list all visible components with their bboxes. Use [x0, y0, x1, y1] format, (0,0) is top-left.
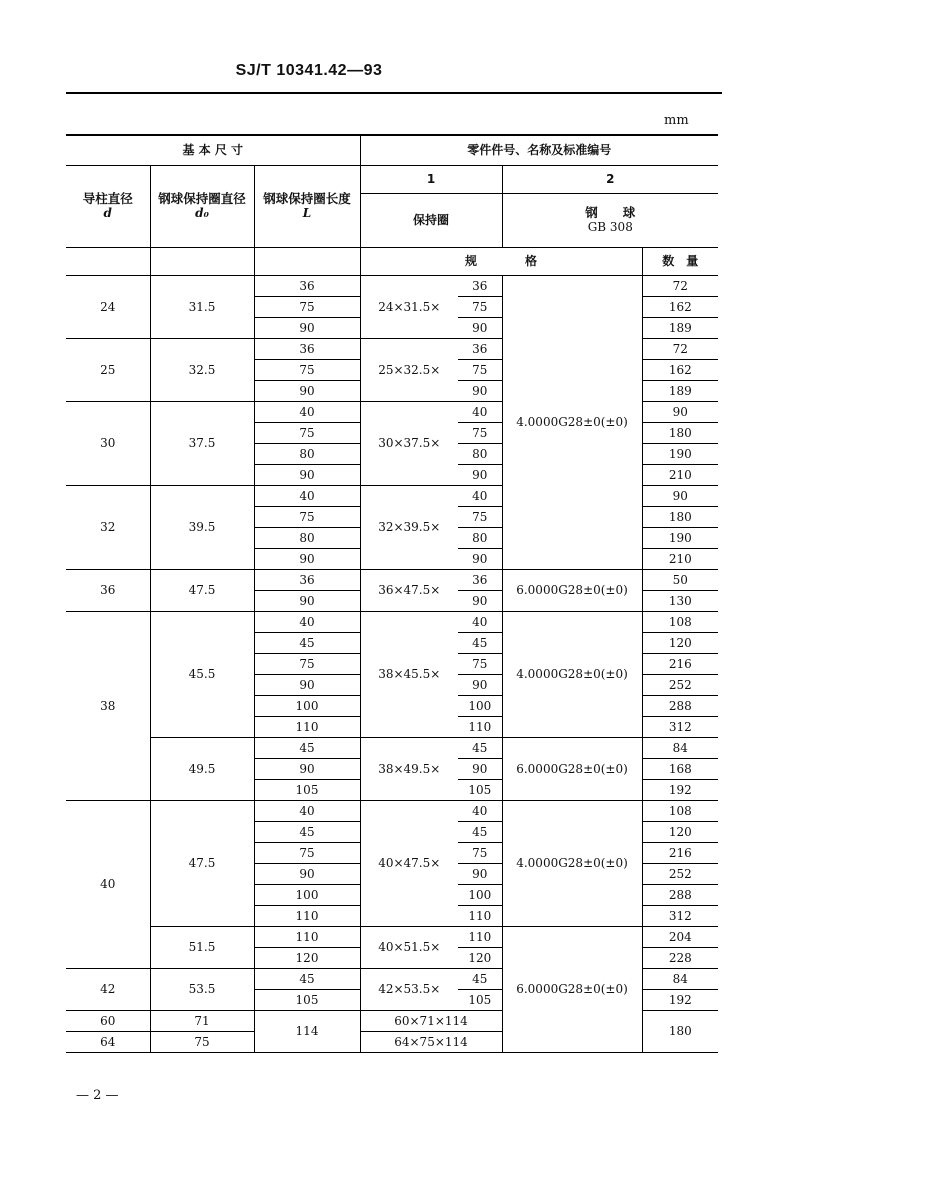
cell-cage-prefix: 30×37.5× — [360, 401, 458, 485]
spec-header: 规 格 — [360, 247, 642, 275]
cell-cage-prefix: 36×47.5× — [360, 569, 458, 611]
cell-L: 75 — [254, 422, 360, 443]
cell-ball: 6.0000G28±0(±0) — [502, 926, 642, 1052]
cell-qty: 312 — [642, 716, 718, 737]
cell-L: 90 — [254, 863, 360, 884]
qty-header: 数 量 — [642, 247, 718, 275]
cell-d0: 39.5 — [150, 485, 254, 569]
group-basic-header: 基 本 尺 寸 — [66, 135, 360, 165]
cell-qty: 192 — [642, 989, 718, 1010]
cell-qty: 216 — [642, 842, 718, 863]
cell-qty: 190 — [642, 443, 718, 464]
standard-code: SJ/T 10341.42—93 — [235, 62, 383, 79]
cell-qty: 210 — [642, 548, 718, 569]
cell-cage-len: 90 — [458, 590, 502, 611]
cell-cage-len: 105 — [458, 989, 502, 1010]
cell-qty: 252 — [642, 674, 718, 695]
header-rule — [66, 92, 722, 94]
cell-cage-prefix: 38×49.5× — [360, 737, 458, 800]
cell-cage-len: 45 — [458, 737, 502, 758]
cell-cage-prefix: 38×45.5× — [360, 611, 458, 737]
cell-d: 38 — [66, 611, 150, 800]
cell-cage-len: 45 — [458, 632, 502, 653]
cell-d: 25 — [66, 338, 150, 401]
cell-cage-len: 75 — [458, 506, 502, 527]
cell-qty: 288 — [642, 884, 718, 905]
cell-cage-len: 110 — [458, 905, 502, 926]
cell-d: 36 — [66, 569, 150, 611]
cell-cage-prefix: 25×32.5× — [360, 338, 458, 401]
cell-cage-len: 75 — [458, 422, 502, 443]
cell-cage-len: 36 — [458, 569, 502, 590]
cell-L: 90 — [254, 590, 360, 611]
cell-L: 90 — [254, 464, 360, 485]
cell-qty: 189 — [642, 380, 718, 401]
cell-d: 42 — [66, 968, 150, 1010]
cell-cage-spec: 60×71×114 — [360, 1010, 502, 1031]
part1-name: 保持圈 — [360, 193, 502, 247]
cell-d: 24 — [66, 275, 150, 338]
cell-L: 40 — [254, 611, 360, 632]
cell-d0: 53.5 — [150, 968, 254, 1010]
cell-L: 90 — [254, 548, 360, 569]
cell-cage-len: 90 — [458, 758, 502, 779]
cell-qty: 120 — [642, 632, 718, 653]
cell-L: 36 — [254, 569, 360, 590]
cell-L: 114 — [254, 1010, 360, 1052]
cell-cage-len: 45 — [458, 821, 502, 842]
cell-d0: 31.5 — [150, 275, 254, 338]
cell-ball: 4.0000G28±0(±0) — [502, 275, 642, 569]
part2-header — [502, 193, 718, 247]
cell-cage-len: 36 — [458, 275, 502, 296]
cell-qty: 130 — [642, 590, 718, 611]
cell-cage-prefix: 24×31.5× — [360, 275, 458, 338]
cell-d: 64 — [66, 1031, 150, 1052]
cell-L: 110 — [254, 926, 360, 947]
cell-cage-len: 90 — [458, 548, 502, 569]
cell-cage-len: 80 — [458, 527, 502, 548]
cell-qty: 90 — [642, 485, 718, 506]
cell-d: 30 — [66, 401, 150, 485]
col-L-symbol: L — [302, 206, 312, 220]
unit-label: mm — [664, 113, 689, 128]
cell-cage-len: 75 — [458, 296, 502, 317]
cell-qty: 108 — [642, 611, 718, 632]
cell-cage-len: 90 — [458, 464, 502, 485]
cell-qty: 192 — [642, 779, 718, 800]
cell-cage-len: 75 — [458, 842, 502, 863]
cell-qty: 288 — [642, 695, 718, 716]
cell-qty: 84 — [642, 737, 718, 758]
cell-qty: 190 — [642, 527, 718, 548]
group-parts-header: 零件件号、名称及标准编号 — [360, 135, 718, 165]
part2-standard: GB 308 — [587, 220, 633, 234]
cell-L: 120 — [254, 947, 360, 968]
cell-qty: 180 — [642, 506, 718, 527]
cell-ball: 6.0000G28±0(±0) — [502, 737, 642, 800]
cell-L: 40 — [254, 401, 360, 422]
part2-number: 2 — [502, 165, 718, 193]
cell-L: 40 — [254, 485, 360, 506]
cell-ball: 4.0000G28±0(±0) — [502, 611, 642, 737]
cell-qty: 162 — [642, 359, 718, 380]
page-number: — 2 — — [76, 1088, 119, 1103]
cell-cage-len: 105 — [458, 779, 502, 800]
cell-cage-len: 100 — [458, 695, 502, 716]
cell-d: 32 — [66, 485, 150, 569]
part1-number: 1 — [360, 165, 502, 193]
col-d0-header — [150, 165, 254, 247]
col-L-label: 钢球保持圈长度 — [263, 191, 351, 206]
cell-L: 75 — [254, 653, 360, 674]
cell-L: 80 — [254, 527, 360, 548]
cell-d0: 32.5 — [150, 338, 254, 401]
cell-qty: 162 — [642, 296, 718, 317]
cell-L: 105 — [254, 779, 360, 800]
cell-qty: 50 — [642, 569, 718, 590]
cell-L: 110 — [254, 905, 360, 926]
cell-d0: 71 — [150, 1010, 254, 1031]
cell-qty: 120 — [642, 821, 718, 842]
cell-cage-len: 40 — [458, 485, 502, 506]
cell-cage-len: 40 — [458, 611, 502, 632]
cell-L: 75 — [254, 842, 360, 863]
cell-qty: 228 — [642, 947, 718, 968]
spec-table — [66, 134, 718, 1053]
cell-cage-len: 120 — [458, 947, 502, 968]
cell-cage-prefix: 32×39.5× — [360, 485, 458, 569]
cell-cage-prefix: 40×51.5× — [360, 926, 458, 968]
cell-qty: 312 — [642, 905, 718, 926]
cell-d0: 51.5 — [150, 926, 254, 968]
cell-cage-len: 90 — [458, 674, 502, 695]
cell-L: 75 — [254, 506, 360, 527]
cell-cage-len: 90 — [458, 380, 502, 401]
cell-cage-prefix: 42×53.5× — [360, 968, 458, 1010]
cell-cage-len: 80 — [458, 443, 502, 464]
cell-cage-len: 75 — [458, 359, 502, 380]
cell-L: 75 — [254, 359, 360, 380]
col-L-header — [254, 165, 360, 247]
cell-cage-len: 40 — [458, 800, 502, 821]
cell-d0: 45.5 — [150, 611, 254, 737]
cell-qty: 189 — [642, 317, 718, 338]
cell-L: 45 — [254, 737, 360, 758]
cell-ball: 6.0000G28±0(±0) — [502, 569, 642, 611]
col-d-header — [66, 165, 150, 247]
cell-L: 90 — [254, 317, 360, 338]
cell-cage-len: 110 — [458, 716, 502, 737]
cell-d: 40 — [66, 800, 150, 968]
cell-L: 90 — [254, 380, 360, 401]
cell-ball: 4.0000G28±0(±0) — [502, 800, 642, 926]
cell-qty: 90 — [642, 401, 718, 422]
cell-L: 36 — [254, 275, 360, 296]
cell-qty: 72 — [642, 275, 718, 296]
cell-L: 90 — [254, 758, 360, 779]
cell-L: 40 — [254, 800, 360, 821]
cell-cage-len: 45 — [458, 968, 502, 989]
cell-qty: 72 — [642, 338, 718, 359]
cell-d0: 37.5 — [150, 401, 254, 485]
col-d-label: 导柱直径 — [82, 191, 133, 206]
cell-qty: 210 — [642, 464, 718, 485]
cell-cage-spec: 64×75×114 — [360, 1031, 502, 1052]
cell-d: 60 — [66, 1010, 150, 1031]
cell-cage-len: 36 — [458, 338, 502, 359]
cell-qty: 180 — [642, 1010, 718, 1052]
cell-qty: 180 — [642, 422, 718, 443]
cell-L: 45 — [254, 632, 360, 653]
col-d-symbol: d — [103, 206, 112, 220]
cell-cage-len: 75 — [458, 653, 502, 674]
cell-qty: 168 — [642, 758, 718, 779]
cell-L: 105 — [254, 989, 360, 1010]
cell-L: 90 — [254, 674, 360, 695]
cell-d0: 47.5 — [150, 569, 254, 611]
cell-L: 45 — [254, 968, 360, 989]
cell-cage-len: 100 — [458, 884, 502, 905]
cell-cage-len: 90 — [458, 863, 502, 884]
cell-cage-prefix: 40×47.5× — [360, 800, 458, 926]
cell-d0: 47.5 — [150, 800, 254, 926]
cell-qty: 204 — [642, 926, 718, 947]
cell-d0: 49.5 — [150, 737, 254, 800]
cell-qty: 252 — [642, 863, 718, 884]
cell-L: 36 — [254, 338, 360, 359]
cell-qty: 84 — [642, 968, 718, 989]
cell-qty: 108 — [642, 800, 718, 821]
part2-name: 钢 球 — [585, 205, 636, 220]
cell-L: 75 — [254, 296, 360, 317]
cell-d0: 75 — [150, 1031, 254, 1052]
cell-L: 100 — [254, 884, 360, 905]
col-d0-symbol: d₀ — [195, 206, 209, 220]
cell-L: 45 — [254, 821, 360, 842]
cell-L: 100 — [254, 695, 360, 716]
cell-cage-len: 90 — [458, 317, 502, 338]
cell-qty: 216 — [642, 653, 718, 674]
cell-cage-len: 110 — [458, 926, 502, 947]
cell-L: 80 — [254, 443, 360, 464]
col-d0-label: 钢球保持圈直径 — [158, 191, 246, 206]
cell-L: 110 — [254, 716, 360, 737]
cell-cage-len: 40 — [458, 401, 502, 422]
